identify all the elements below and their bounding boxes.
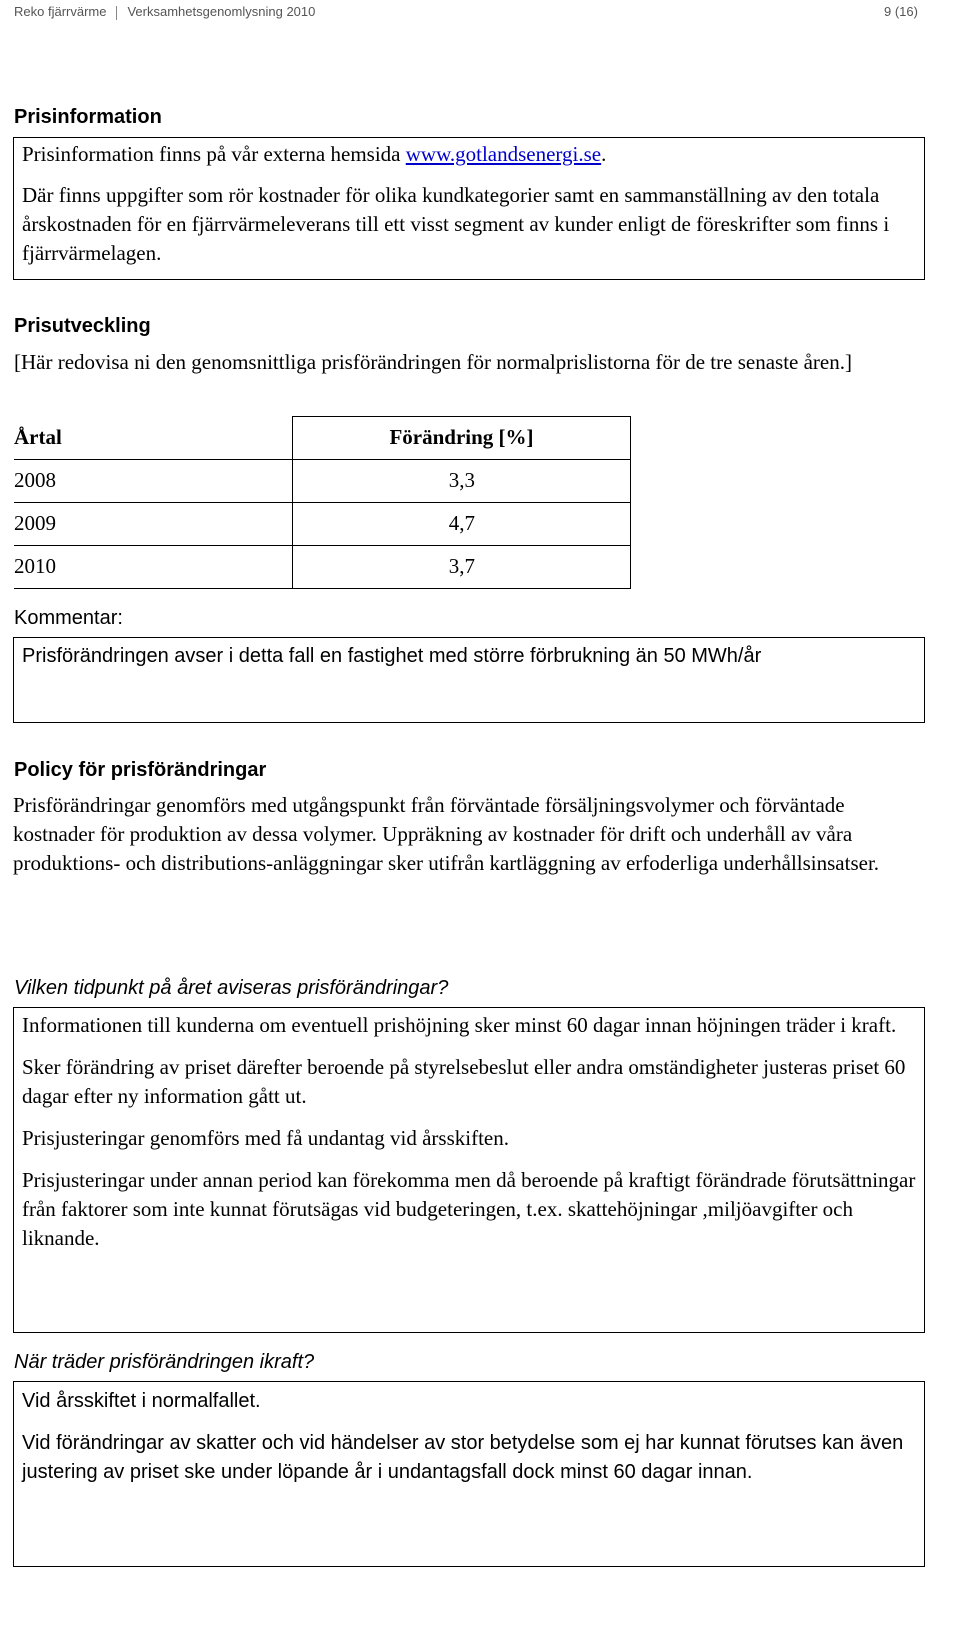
comment-box xyxy=(13,637,925,723)
page-number: 9 (16) xyxy=(884,4,918,19)
prisinformation-line1-text: Prisinformation finns på vår externa hemsida xyxy=(22,142,406,166)
announcement-answer-box xyxy=(13,1007,925,1333)
effective-question-heading: När träder prisförändringen ikraft? xyxy=(14,1351,315,1373)
policy-text: Prisförändringar genomförs med utgångspunkt från förväntade försäljningsvolymer och förväntade kostnader för produktion av dessa volymer. Uppräkning av kostnader för drift och underhåll av våra produktions- och distributions-anläggningar sker utifrån kartläggning av erfoderliga underhållsinsatser. xyxy=(13,793,880,875)
prisutveckling-heading: Prisutveckling xyxy=(14,315,151,337)
page-header xyxy=(14,4,315,20)
price-change-table xyxy=(14,416,631,589)
comment-label: Kommentar: xyxy=(14,607,123,629)
table-row xyxy=(14,459,631,502)
answer-paragraph: Sker förändring av priset därefter beroende på styrelsebeslut eller andra omständigheter justeras priset 60 dagar efter ny information gått ut. xyxy=(22,1055,906,1108)
answer-paragraph: Informationen till kunderna om eventuell prishöjning sker minst 60 dagar innan höjningen träder i kraft. xyxy=(22,1013,897,1037)
answer-paragraph: Prisjusteringar under annan period kan förekomma men då beroende på kraftigt förändrade förutsättningar från faktorer som inte kunnat förutsägas vid budgeteringen, t.ex. skattehöjningar ,miljöavgifter och liknande. xyxy=(22,1168,916,1250)
gotlandsenergi-link[interactable]: www.gotlandsenergi.se xyxy=(405,142,602,166)
announcement-question-heading: Vilken tidpunkt på året aviseras prisförändringar? xyxy=(14,977,449,999)
prisinformation-paragraph: Där finns uppgifter som rör kostnader för olika kundkategorier samt en sammanställning av den totala årskostnaden för en fjärrvärmeleverans till ett visst segment av kunder enligt de föreskrifter som finns i fjärrvärmelagen. xyxy=(22,183,890,265)
table-cell-change: 4,7 xyxy=(293,502,631,545)
answer-paragraph: Vid årsskiftet i normalfallet. xyxy=(22,1390,261,1412)
column-header-change: Förändring [%] xyxy=(293,417,631,460)
prisinformation-line1-suffix: . xyxy=(601,142,607,166)
table-row xyxy=(14,545,631,588)
comment-text: Prisförändringen avser i detta fall en fastighet med större förbrukning än 50 MWh/år xyxy=(22,645,762,667)
prisinformation-line1 xyxy=(22,140,916,169)
answer-paragraph: Vid förändringar av skatter och vid händelser av stor betydelse som ej har kunnat förutses kan även justering av priset ske under löpande år i undantagsfall dock minst 60 dagar innan. xyxy=(22,1432,904,1483)
table-cell-year: 2008 xyxy=(14,459,293,502)
table-row xyxy=(14,502,631,545)
header-document-title: Verksamhetsgenomlysning 2010 xyxy=(127,4,316,19)
prisinformation-box xyxy=(13,137,925,280)
effective-answer-box xyxy=(13,1381,925,1567)
prisutveckling-intro: [Här redovisa ni den genomsnittliga prisförändringen för normalprislistorna för de tre senaste åren.] xyxy=(14,350,852,374)
table-cell-change: 3,7 xyxy=(293,545,631,588)
table-cell-change: 3,3 xyxy=(293,459,631,502)
answer-paragraph: Prisjusteringar genomförs med få undantag vid årsskiften. xyxy=(22,1126,509,1150)
prisinformation-heading: Prisinformation xyxy=(14,106,162,128)
table-cell-year: 2009 xyxy=(14,502,293,545)
table-header-row xyxy=(14,417,631,460)
policy-heading: Policy för prisförändringar xyxy=(14,759,267,781)
table-cell-year: 2010 xyxy=(14,545,293,588)
header-company: Reko fjärrvärme xyxy=(14,4,107,19)
column-header-year: Årtal xyxy=(14,417,293,460)
header-divider xyxy=(116,6,117,20)
